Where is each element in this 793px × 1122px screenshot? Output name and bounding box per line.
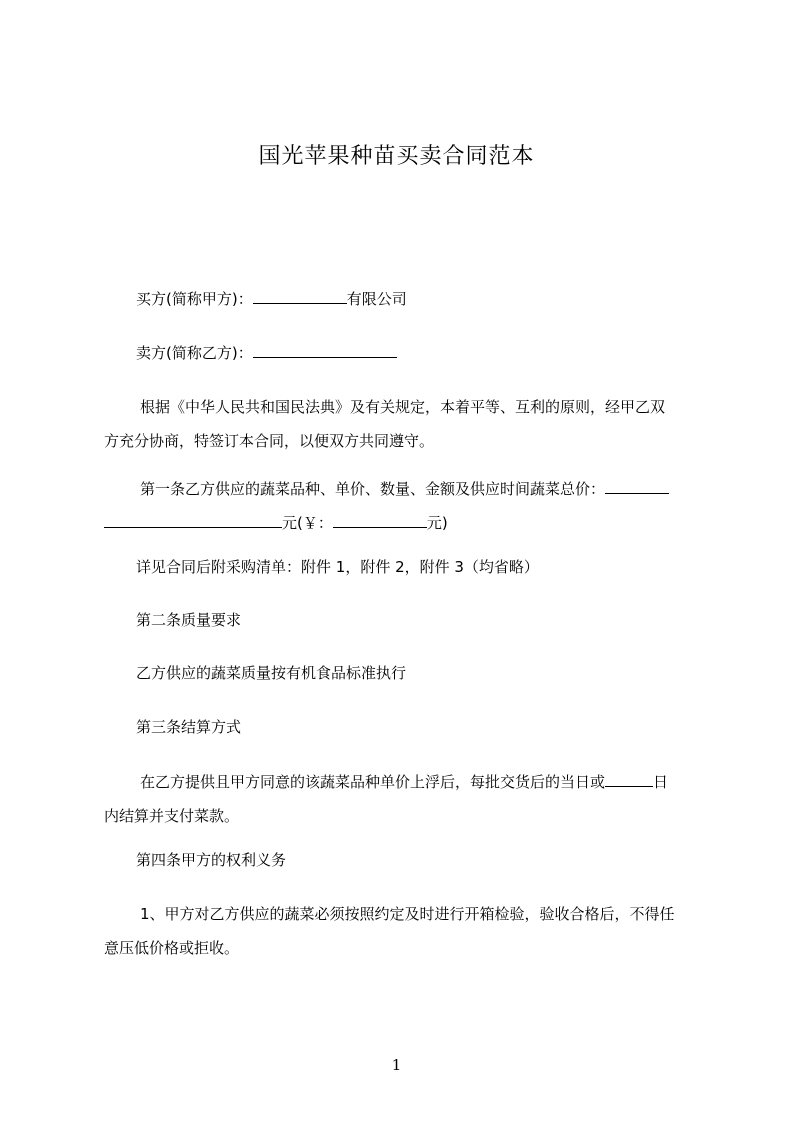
article-2-heading — [104, 603, 708, 637]
preamble-line-2: 方充分协商，特签订本合同，以便双方共同遵守。 — [104, 432, 435, 450]
article-1-currency-label: 元(￥： — [282, 514, 333, 532]
article-4-heading — [104, 843, 708, 877]
buyer-suffix: 有限公司 — [346, 290, 407, 308]
article-3-line-1: 在乙方提供且甲方同意的该蔬菜品种单价上浮后，每批交货后的当日或 — [140, 773, 606, 791]
article-2-body: 乙方供应的蔬菜质量按有机食品标准执行 — [136, 664, 407, 682]
total-price-blank-a[interactable] — [605, 478, 669, 494]
article-4-item-1 — [104, 897, 708, 965]
document-title: 国光苹果种苗买卖合同范本 — [258, 144, 535, 169]
article-2-heading-text: 第二条质量要求 — [136, 611, 242, 629]
buyer-label: 买方(简称甲方)： — [136, 290, 253, 308]
preamble-paragraph — [104, 390, 708, 458]
article-1-detail — [104, 550, 708, 584]
article-3-heading — [104, 710, 708, 744]
article-1-currency-end: 元) — [426, 514, 448, 532]
buyer-line — [104, 282, 708, 316]
total-price-blank-b[interactable] — [104, 512, 282, 528]
seller-name-blank[interactable] — [253, 342, 397, 358]
buyer-name-blank[interactable] — [253, 288, 347, 304]
article-1-line-1: 第一条乙方供应的蔬菜品种、单价、数量、金额及供应时间蔬菜总价： — [140, 480, 606, 498]
seller-label: 卖方(简称乙方)： — [136, 344, 253, 362]
article-3-line-1-end: 日 — [653, 773, 669, 791]
article-3-line-2: 内结算并支付菜款。 — [104, 807, 240, 825]
article-1-paragraph — [104, 472, 708, 540]
seller-line — [104, 336, 708, 370]
total-price-rmb-blank[interactable] — [333, 512, 427, 528]
article-4-heading-text: 第四条甲方的权利义务 — [136, 851, 287, 869]
article-4-item-1-line-2: 意压低价格或拒收。 — [104, 939, 240, 957]
article-2-text — [104, 656, 708, 690]
article-3-heading-text: 第三条结算方式 — [136, 718, 242, 736]
article-4-item-1-line-1: 1、甲方对乙方供应的蔬菜必须按照约定及时进行开箱检验，验收合格后，不得任 — [140, 905, 675, 923]
article-3-paragraph — [104, 765, 708, 833]
article-1-detail-text: 详见合同后附采购清单：附件 1，附件 2，附件 3（均省略） — [136, 558, 539, 576]
page-number: 1 — [391, 1056, 402, 1074]
settlement-days-blank[interactable] — [605, 771, 653, 787]
preamble-line-1: 根据《中华人民共和国民法典》及有关规定，本着平等、互利的原则，经甲乙双 — [140, 398, 666, 416]
